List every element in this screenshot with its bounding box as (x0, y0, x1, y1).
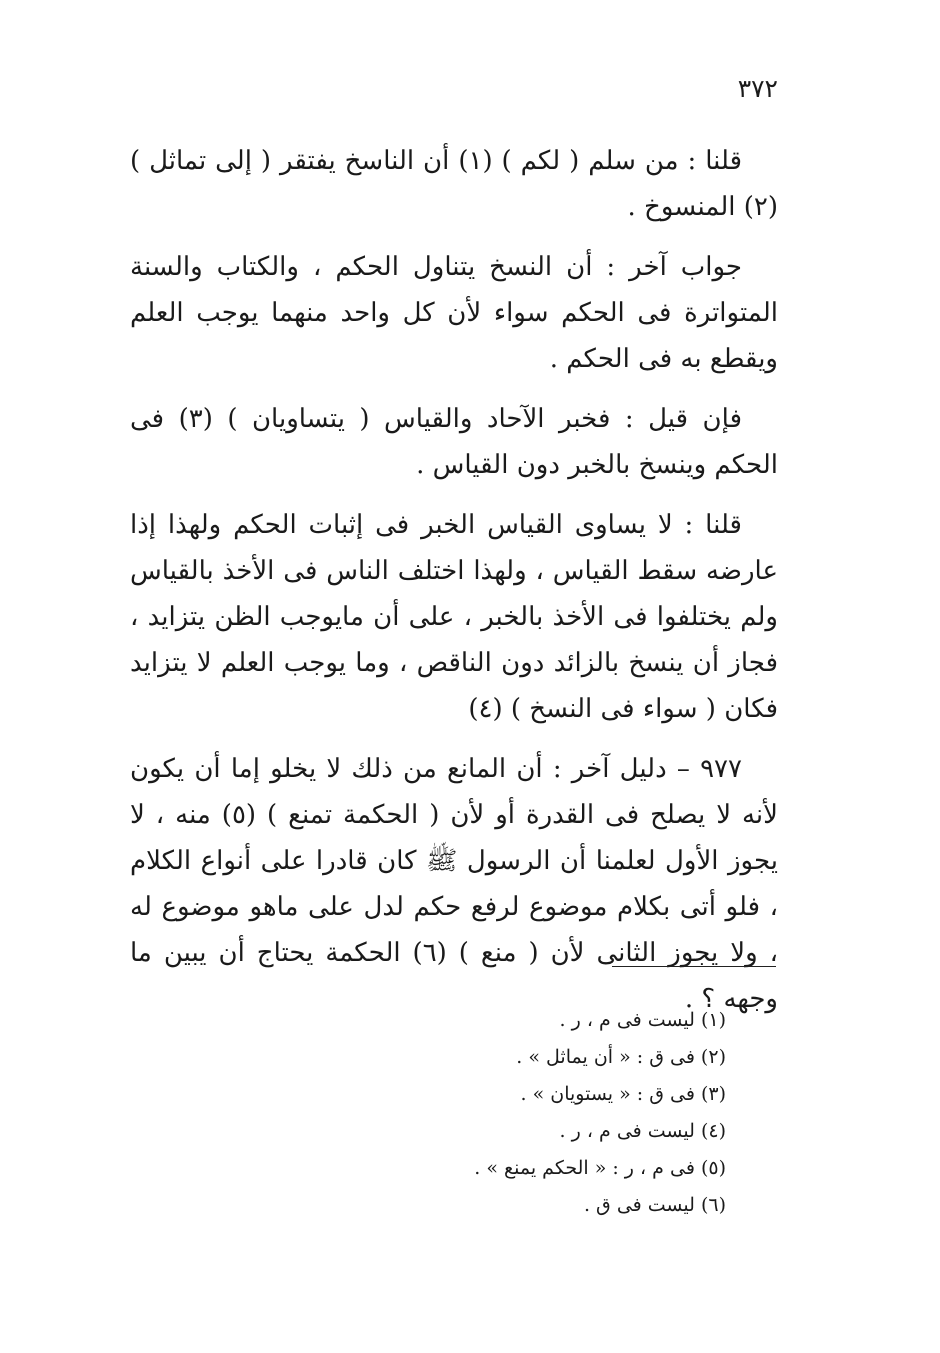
footnote-1: (١) ليست فى م ، ر . (559, 1009, 726, 1031)
paragraph-2: جواب آخر : أن النسخ يتناول الحكم ، والكتاب والسنة المتواترة فى الحكم سواء لأن كل واحد منهما يوجب العلم ويقطع به فى الحكم . (130, 252, 778, 374)
paragraph-4: قلنا : لا يساوى القياس الخبر فى إثبات الحكم ولهذا إذا عارضه سقط القياس ، ولهذا اختلف الناس فى الأخذ بالقياس ولم يختلفوا فى الأخذ بالخبر ، على أن مايوجب الظن يتزايد ، فجاز أن ينسخ بالزائد دون الناقص ، وما يوجب العلم لا يتزايد فكان ( سواء فى النسخ ) (٤) (130, 510, 778, 724)
footnote-3: (٣) فى ق : « يستويان » . (520, 1083, 726, 1105)
footnote-5: (٥) فى م ، ر : « الحكم يمنع » . (474, 1157, 726, 1179)
page-number: ٣٧٢ (737, 74, 778, 103)
footnote-separator (612, 966, 776, 967)
main-text (130, 138, 778, 1036)
paragraph-1: قلنا : من سلم ( لكم ) (١) أن الناسخ يفتقر ( إلى تماثل ) (٢) المنسوخ . (130, 146, 778, 222)
footnote-4: (٤) ليست فى م ، ر . (559, 1120, 726, 1142)
paragraph-5: ٩٧٧ – دليل آخر : أن المانع من ذلك لا يخلو إما أن يكون لأنه لا يصلح فى القدرة أو لأن ( الحكمة تمنع ) (٥) منه ، لا يجوز الأول لعلمنا أن الرسول ﷺ كان قادرا على أنواع الكلام ، فلو أتى بكلام موضوع لرفع حكم لدل على ماهو موضوع له ، ولا يجوز الثانى لأن ( منع ) (٦) الحكمة يحتاج أن يبين ما وجهه ؟ . (130, 754, 779, 1014)
footnote-6: (٦) ليست فى ق . (583, 1194, 726, 1216)
footnotes (200, 1002, 726, 1224)
paragraph-3: فإن قيل : فخبر الآحاد والقياس ( يتساويان ) (٣) فى الحكم وينسخ بالخبر دون القياس . (130, 404, 778, 480)
footnote-2: (٢) فى ق : « أن يماثل » . (516, 1046, 726, 1068)
